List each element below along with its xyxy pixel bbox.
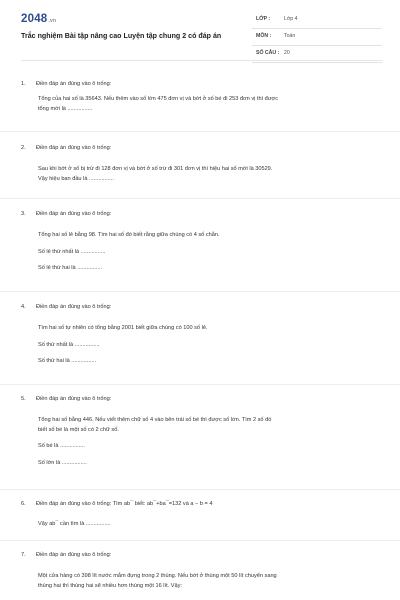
spacer [38, 257, 378, 264]
site-logo[interactable] [21, 13, 56, 25]
answer-line[interactable]: Số lớn là ................ [38, 459, 87, 466]
header-divider [21, 60, 383, 61]
meta-value: Toán [284, 33, 296, 39]
question-body [38, 95, 378, 114]
question-body [38, 231, 378, 274]
logo-main: 2048 [21, 13, 48, 25]
question-divider [0, 540, 400, 541]
spacer [38, 435, 378, 442]
question-line: thùng hai thì thùng hai sẽ nhiều hơn thùng một 16 lít. Vậy: [38, 582, 182, 589]
question-number: 2. [21, 145, 26, 151]
spacer [38, 334, 378, 341]
question-body [38, 324, 378, 367]
worksheet-title: Trắc nghiệm Bài tập nâng cao Luyện tập chung 2 có đáp án [21, 32, 222, 40]
question-instruction: Điền đáp án đúng vào ô trống: [36, 81, 112, 87]
meta-table [252, 12, 382, 63]
question-number: 3. [21, 211, 26, 217]
question-line: Tìm hai số tự nhiên có tổng bằng 2001 biết giữa chúng có 100 số lẻ. [38, 325, 208, 331]
question-line: Tổng của hai số là 35643. Nếu thêm vào số lớn 475 đơn vị và bớt ở số bé đi 253 đơn vị thì được [38, 96, 279, 102]
meta-value: Lớp 4 [284, 16, 298, 22]
question-body [38, 572, 378, 591]
question-line: biết số bé là một số có 2 chữ số. [38, 426, 119, 433]
question-number: 4. [21, 304, 26, 310]
meta-key: MÔN : [256, 33, 272, 39]
question-line: Một cửa hàng có 398 lít nước mắm đựng trong 2 thùng. Nếu bớt ở thùng một 50 lít chuyển sang [38, 573, 277, 579]
question-divider [0, 198, 400, 199]
question-line: Tổng hai số lẻ bằng 98. Tìm hai số đó biết rằng giữa chúng có 4 số chẵn. [38, 232, 220, 238]
question-instruction: Điền đáp án đúng vào ô trống: [36, 145, 112, 151]
answer-line[interactable]: tổng mới là ................ [38, 105, 93, 112]
meta-row-subject [252, 29, 382, 46]
answer-line[interactable]: Vậy hiệu ban đầu là ................ [38, 175, 114, 182]
meta-key: LỚP : [256, 16, 271, 22]
question-line: Tổng hai số bằng 446. Nếu viết thêm chữ số 4 vào bên trái số bé thì được số lớn. Tìm 2 số đó [38, 417, 272, 423]
question-number: 5. [21, 396, 26, 402]
question-instruction: Điền đáp án đúng vào ô trống: [36, 304, 112, 310]
question-number: 1. [21, 81, 26, 87]
spacer [38, 452, 378, 459]
question-instruction: Điền đáp án đúng vào ô trống: [36, 211, 112, 217]
question-divider [0, 384, 400, 385]
question-number: 6. [21, 501, 26, 507]
question-divider [0, 291, 400, 292]
question-divider [0, 489, 400, 490]
meta-key: SỐ CÂU : [256, 50, 280, 56]
answer-line[interactable]: Số thứ nhất là ................ [38, 341, 100, 348]
question-number: 7. [21, 552, 26, 558]
question-body [38, 416, 378, 468]
meta-row-class [252, 12, 382, 29]
spacer [38, 241, 378, 248]
answer-line[interactable]: Số lẻ thứ nhất là ................ [38, 248, 106, 255]
question-line: Sau khi bớt ở số bị trừ đi 128 đơn vị và bớt ở số trừ đi 301 đơn vị thì hiệu hai số mới là 30529. [38, 166, 273, 172]
answer-line[interactable]: Số lẻ thứ hai là ................ [38, 265, 103, 271]
logo-suffix: .vn [48, 18, 57, 24]
question-divider [0, 131, 400, 132]
question-body [38, 165, 378, 184]
answer-line[interactable]: Số thứ hai là ................ [38, 358, 97, 364]
question-instruction: Điền đáp án đúng vào ô trống: [36, 396, 112, 402]
question-instruction: Điền đáp án đúng vào ô trống: [36, 552, 112, 558]
meta-value: 20 [284, 50, 290, 56]
answer-line[interactable]: Số bé là ................ [38, 443, 85, 449]
answer-line[interactable]: Vậy ab¯ cần tìm là ................ [38, 521, 111, 527]
spacer [38, 350, 378, 357]
question-body [38, 520, 378, 530]
question-instruction: Điền đáp án đúng vào ô trống: Tìm ab¯ biết: ab¯+ba¯=132 và a − b = 4 [36, 501, 213, 507]
